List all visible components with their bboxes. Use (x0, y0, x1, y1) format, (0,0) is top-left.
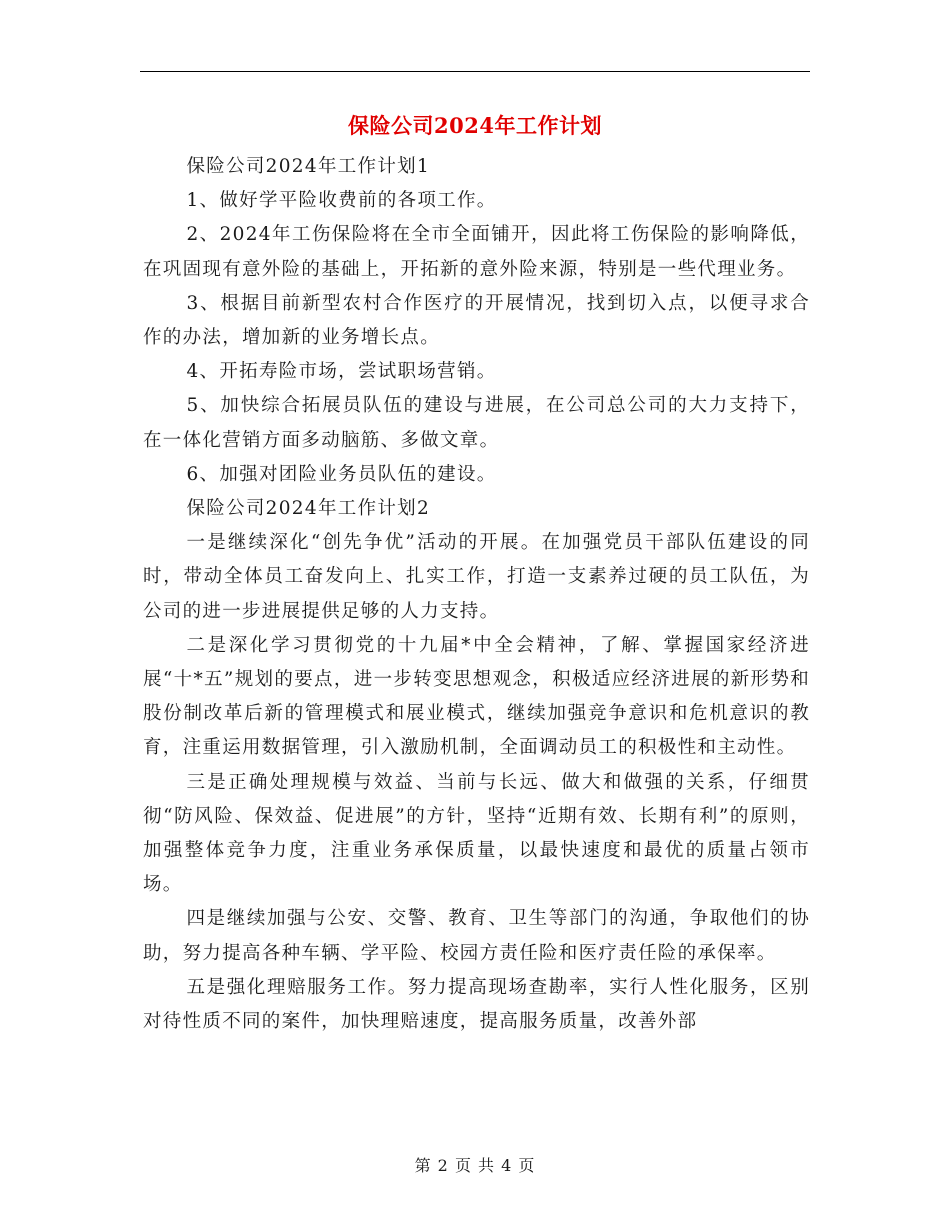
paragraph: 三是正确处理规模与效益、当前与长远、做大和做强的关系，仔细贯彻“防风险、保效益、促进展”的方针，坚持“近期有效、长期有利”的原则，加强整体竞争力度，注重业务承保质量，以最快速度和最优的质量占领市场。 (143, 771, 810, 896)
paragraph: 保险公司2024年工作计划2 (186, 498, 431, 520)
document-title: 保险公司2024年工作计划 (348, 113, 602, 138)
document-body (143, 150, 810, 1039)
paragraph: 1、做好学平险收费前的各项工作。 (186, 190, 497, 212)
paragraph: 保险公司2024年工作计划1 (186, 156, 431, 177)
paragraph: 3、根据目前新型农村合作医疗的开展情况，找到切入点，以便寻求合作的办法，增加新的业务增长点。 (143, 292, 810, 349)
paragraph: 2、2024年工伤保险将在全市全面铺开，因此将工伤保险的影响降低，在巩固现有意外险的基础上，开拓新的意外险来源，特别是一些代理业务。 (143, 224, 810, 280)
paragraph: 5、加快综合拓展员队伍的建设与进展，在公司总公司的大力支持下，在一体化营销方面多动脑筋、多做文章。 (143, 395, 810, 451)
paragraph: 4、开拓寿险市场，尝试职场营销。 (186, 361, 497, 383)
paragraph: 6、加强对团险业务员队伍的建设。 (186, 463, 497, 485)
page-number-footer: 第 2 页 共 4 页 (414, 1156, 536, 1175)
paragraph: 五是强化理赔服务工作。努力提高现场查勘率，实行人性化服务，区别对待性质不同的案件，加快理赔速度，提高服务质量，改善外部 (143, 976, 810, 1033)
header-rule (140, 71, 810, 72)
paragraph: 四是继续加强与公安、交警、教育、卫生等部门的沟通，争取他们的协助，努力提高各种车辆、学平险、校园方责任险和医疗责任险的承保率。 (143, 908, 810, 964)
paragraph: 二是深化学习贯彻党的十九届*中全会精神，了解、掌握国家经济进展“十*五”规划的要点，进一步转变思想观念，积极适应经济进展的新形势和股份制改革后新的管理模式和展业模式，继续加强竞争意识和危机意识的教育，注重运用数据管理，引入激励机制，全面调动员工的积极性和主动性。 (143, 634, 810, 759)
paragraph: 一是继续深化“创先争优”活动的开展。在加强党员干部队伍建设的同时，带动全体员工奋发向上、扎实工作，打造一支素养过硬的员工队伍，为公司的进一步进展提供足够的人力支持。 (143, 532, 810, 622)
